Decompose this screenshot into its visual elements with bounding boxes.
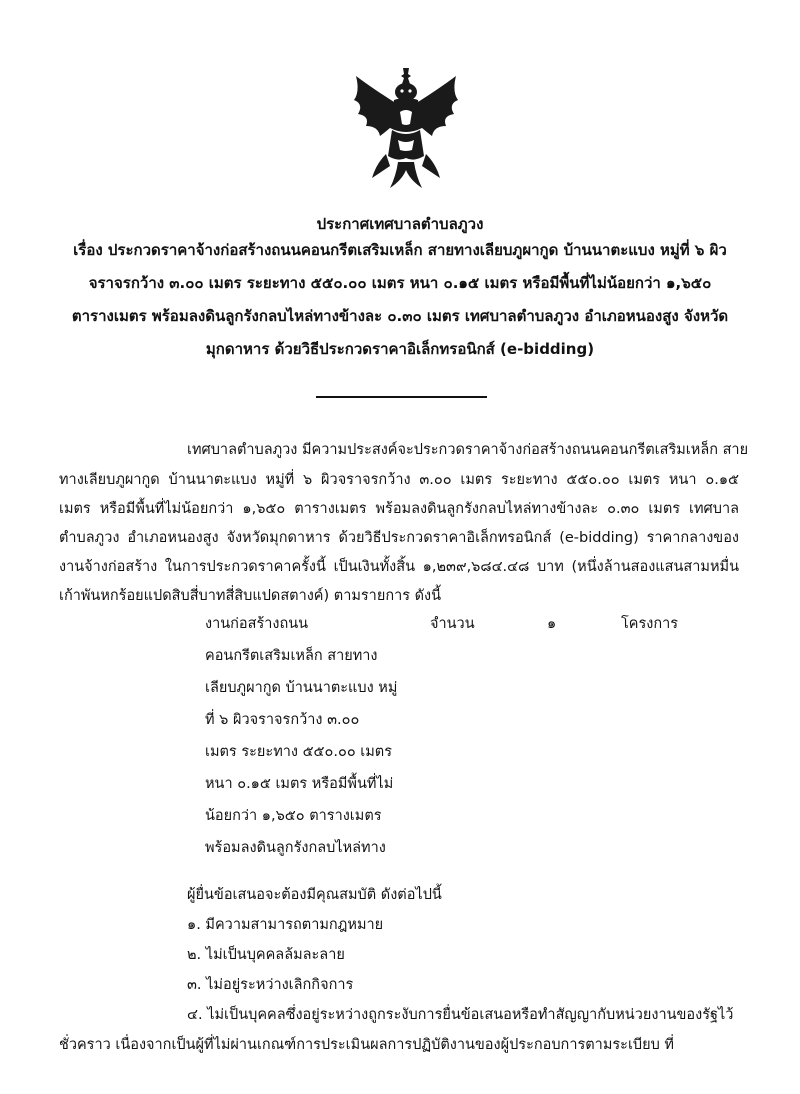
item-description-line: พร้อมลงดินลูกรังกลบไหล่ทาง [205,840,386,856]
qualification-item: ๓. ไม่อยู่ระหว่างเลิกกิจการ [187,977,354,993]
paragraph-line: ตำบลภูวง อำเภอหนองสูง จังหวัดมุกดาหาร ด้วยวิธีประกวดราคาอิเล็กทรอนิกส์ (e-bidding) ราคากลางของ [59,530,739,546]
item-description-line: คอนกรีตเสริมเหล็ก สายทาง [205,648,378,664]
quantity-unit: โครงการ [621,616,679,632]
paragraph-line: เมตร หรือมีพื้นที่ไม่น้อยกว่า ๑,๖๕๐ ตารางเมตร พร้อมลงดินลูกรังกลบไหล่ทางข้างละ ๐.๓๐ เมตร เทศบาล [59,501,739,517]
quantity-label: จำนวน [430,616,475,632]
subject-line: ตารางเมตร พร้อมลงดินลูกรังกลบไหล่ทางข้างละ ๐.๓๐ เมตร เทศบาลตำบลภูวง อำเภอหนองสูง จังหวัด [71,307,729,325]
item-description-line: เลียบภูผากูด บ้านนาตะแบง หมู่ [205,680,398,696]
item-description-line: หนา ๐.๑๕ เมตร หรือมีพื้นที่ไม่ [205,776,394,792]
paragraph-line: ทางเลียบภูผากูด บ้านนาตะแบง หมู่ที่ ๖ ผิวจราจรกว้าง ๓.๐๐ เมตร ระยะทาง ๕๕๐.๐๐ เมตร หนา ๐.๑๕ [59,472,739,488]
item-description-line: งานก่อสร้างถนน [205,616,309,632]
item-description-line: เมตร ระยะทาง ๕๕๐.๐๐ เมตร [205,744,393,760]
subject-line: เรื่อง ประกวดราคาจ้างก่อสร้างถนนคอนกรีตเสริมเหล็ก สายทางเลียบภูผากูด บ้านนาตะแบง หมู่ที่ ๖ ผิว [73,241,727,259]
subject-line: มุกดาหาร ด้วยวิธีประกวดราคาอิเล็กทรอนิกส์ (e-bidding) [205,340,595,358]
header-divider [316,396,487,398]
paragraph-line: เก้าพันหกร้อยแปดสิบสี่บาทสี่สิบแปดสตางค์) ตามรายการ ดังนี้ [59,588,442,604]
paragraph-line: งานจ้างก่อสร้าง ในการประกวดราคาครั้งนี้ เป็นเงินทั้งสิ้น ๑,๒๓๙,๖๘๔.๔๘ บาท (หนึ่งล้านสองแสนสามหมื่น [59,559,739,575]
subject-line: จราจรกว้าง ๓.๐๐ เมตร ระยะทาง ๕๕๐.๐๐ เมตร หนา ๐.๑๕ เมตร หรือมีพื้นที่ไม่น้อยกว่า ๑,๖๕๐ [88,274,712,292]
item-description-line: ที่ ๖ ผิวจราจรกว้าง ๓.๐๐ [205,712,360,728]
announcement-title: ประกาศเทศบาลตำบลภูวง [316,215,484,233]
garuda-emblem-icon [350,66,462,198]
quantity-value: ๑ [547,616,557,632]
item-description-line: น้อยกว่า ๑,๖๕๐ ตารางเมตร [205,808,382,824]
qualification-item: ๑. มีความสามารถตามกฎหมาย [187,917,384,933]
qualification-item: ๔. ไม่เป็นบุคคลซึ่งอยู่ระหว่างถูกระงับการยื่นข้อเสนอหรือทำสัญญากับหน่วยงานของรัฐไว้ [187,1007,734,1023]
paragraph-line: ชั่วคราว เนื่องจากเป็นผู้ที่ไม่ผ่านเกณฑ์การประเมินผลการปฏิบัติงานของผู้ประกอบการตามระเบียบ ที่ [59,1037,674,1053]
qualification-item: ๒. ไม่เป็นบุคคลล้มละลาย [187,947,345,963]
paragraph-line: เทศบาลตำบลภูวง มีความประสงค์จะประกวดราคาจ้างก่อสร้างถนนคอนกรีตเสริมเหล็ก สาย [187,442,749,458]
qualifications-title: ผู้ยื่นข้อเสนอจะต้องมีคุณสมบัติ ดังต่อไปนี้ [187,887,442,903]
